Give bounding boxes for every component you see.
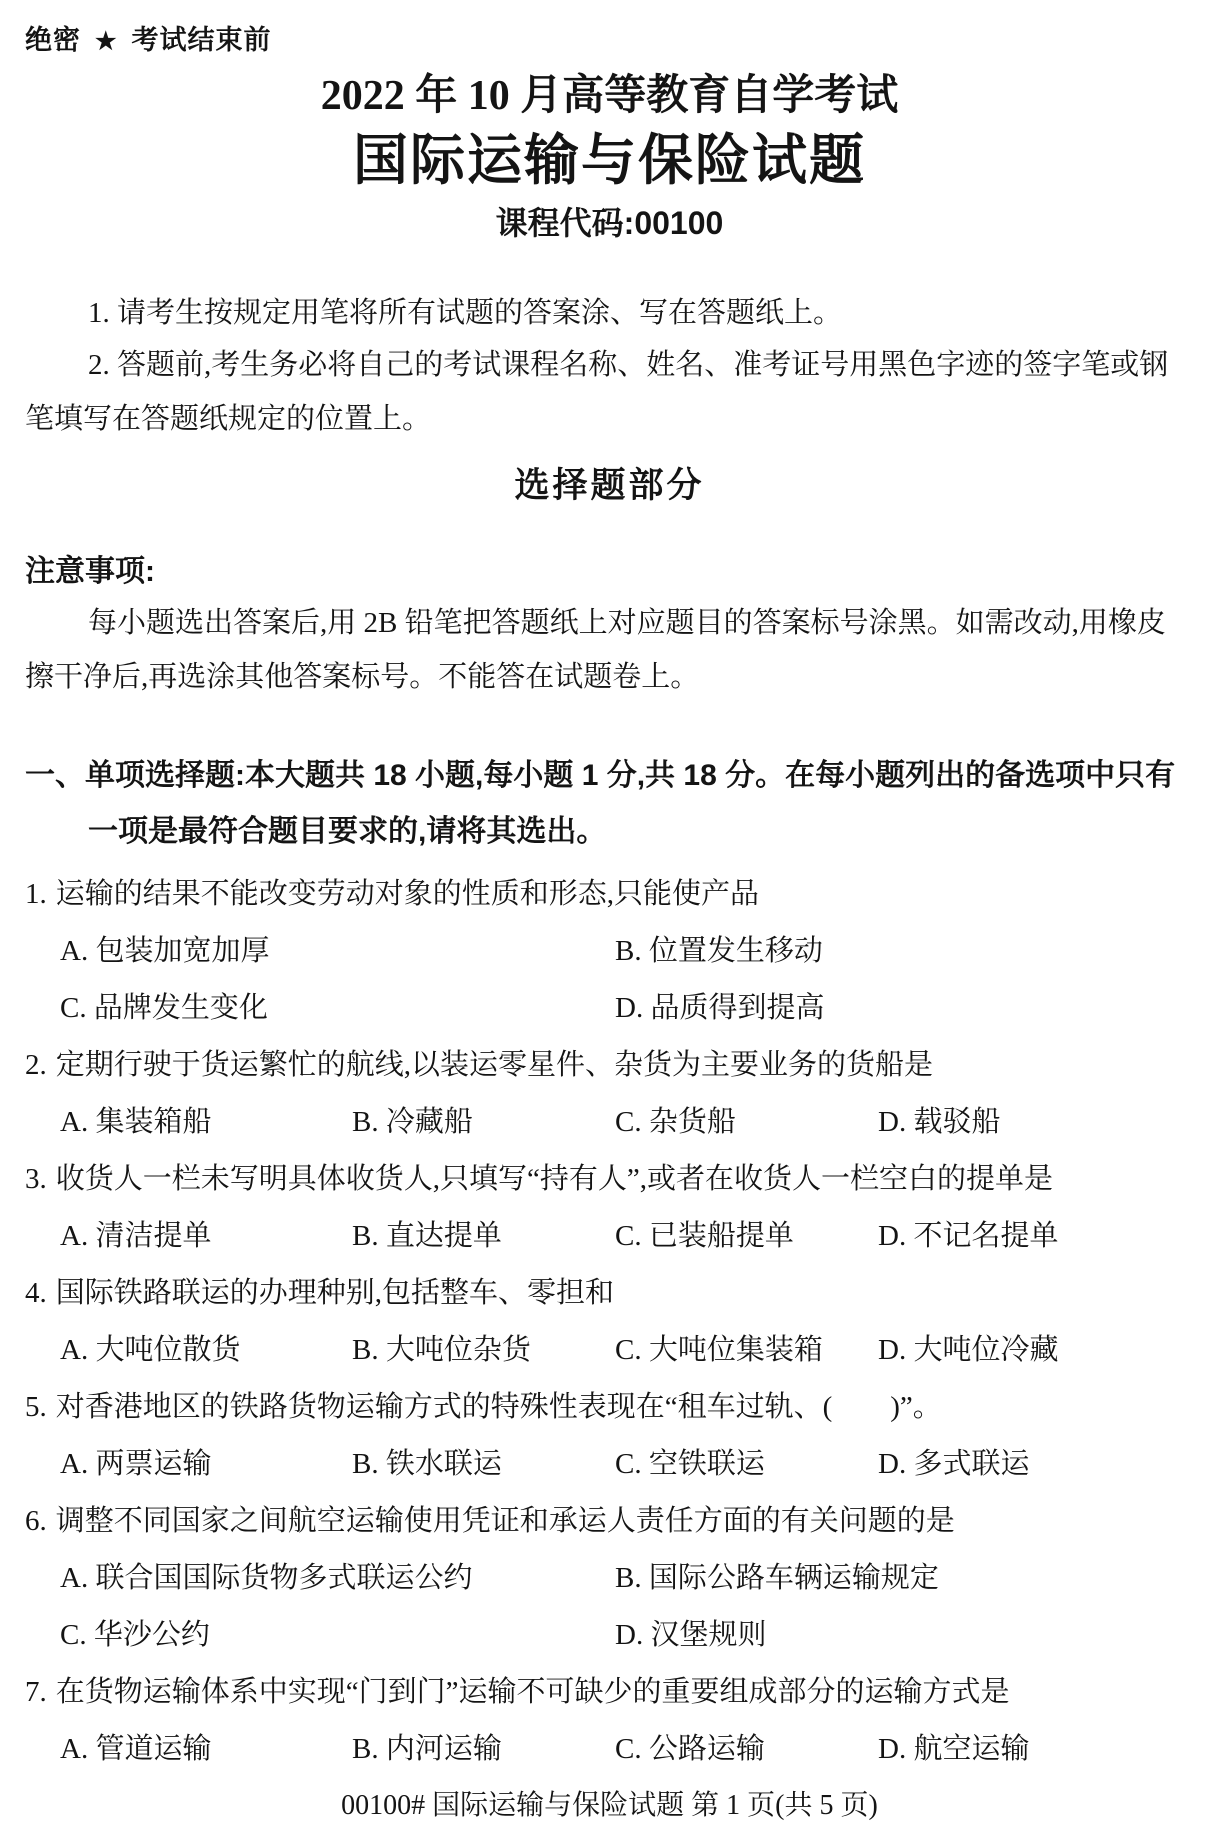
question-option: C. 品牌发生变化	[60, 992, 268, 1024]
question-option: D. 不记名提单	[878, 1220, 1059, 1252]
secrecy-prefix: 绝密	[25, 25, 81, 55]
exam-session-title: 2022 年 10 月高等教育自学考试	[320, 73, 899, 119]
question-option: B. 国际公路车辆运输规定	[615, 1562, 939, 1594]
question-5-options-row	[25, 1436, 1194, 1493]
question-number: 2.	[25, 1049, 47, 1081]
question-option: D. 大吨位冷藏	[878, 1334, 1059, 1366]
question-option: B. 位置发生移动	[615, 935, 823, 967]
question-option: A. 联合国国际货物多式联运公约	[60, 1562, 473, 1594]
section-one-heading: 一、单项选择题:本大题共 18 小题,每小题 1 分,共 18 分。在每小题列出的备选项中只有一项是最符合题目要求的,请将其选出。	[25, 759, 1176, 848]
question-option: C. 已装船提单	[615, 1220, 794, 1252]
question-2-stem-line	[25, 1037, 1194, 1094]
question-option: A. 管道运输	[60, 1733, 212, 1765]
question-7-stem-line	[25, 1664, 1194, 1721]
question-stem: 收货人一栏未写明具体收货人,只填写“持有人”,或者在收货人一栏空白的提单是	[55, 1163, 1053, 1195]
general-instruction-2: 2. 答题前,考生务必将自己的考试课程名称、姓名、准考证号用黑色字迹的签字笔或钢笔填写在答题纸规定的位置上。	[25, 349, 1169, 435]
notice-body: 每小题选出答案后,用 2B 铅笔把答题纸上对应题目的答案标号涂黑。如需改动,用橡皮擦干净后,再选涂其他答案标号。不能答在试题卷上。	[25, 607, 1166, 693]
paper-title: 国际运输与保险试题	[352, 129, 866, 191]
question-1-options-row-2	[25, 980, 1194, 1037]
question-option: C. 杂货船	[615, 1106, 736, 1138]
question-5-stem-line	[25, 1379, 1194, 1436]
question-stem: 定期行驶于货运繁忙的航线,以装运零星件、杂货为主要业务的货船是	[55, 1049, 934, 1081]
question-option: A. 包装加宽加厚	[60, 935, 270, 967]
question-stem: 运输的结果不能改变劳动对象的性质和形态,只能使产品	[55, 878, 760, 910]
question-option: A. 集装箱船	[60, 1106, 212, 1138]
question-option: C. 公路运输	[615, 1733, 765, 1765]
question-1-stem-line	[25, 866, 1194, 923]
question-6-stem-line	[25, 1493, 1194, 1550]
selection-part-heading: 选择题部分	[514, 466, 705, 505]
star-icon: ★	[95, 28, 118, 55]
question-3-options-row	[25, 1208, 1194, 1265]
questions-list	[25, 866, 1194, 1778]
question-option: A. 两票运输	[60, 1448, 212, 1480]
question-option: D. 汉堡规则	[615, 1619, 767, 1651]
secrecy-suffix: 考试结束前	[131, 25, 272, 55]
question-option: B. 大吨位杂货	[352, 1334, 531, 1366]
question-stem: 在货物运输体系中实现“门到门”运输不可缺少的重要组成部分的运输方式是	[55, 1676, 1010, 1708]
question-stem: 对香港地区的铁路货物运输方式的特殊性表现在“租车过轨、( )”。	[55, 1391, 942, 1423]
secrecy-label	[25, 18, 272, 57]
question-number: 6.	[25, 1505, 47, 1537]
question-option: B. 冷藏船	[352, 1106, 473, 1138]
question-1-options-row-1	[25, 923, 1194, 980]
question-option: D. 航空运输	[878, 1733, 1030, 1765]
question-option: C. 华沙公约	[60, 1619, 210, 1651]
general-instruction-1: 1. 请考生按规定用笔将所有试题的答案涂、写在答题纸上。	[88, 297, 843, 329]
question-option: B. 直达提单	[352, 1220, 502, 1252]
question-option: A. 清洁提单	[60, 1220, 212, 1252]
question-option: D. 品质得到提高	[615, 992, 825, 1024]
question-option: D. 多式联运	[878, 1448, 1030, 1480]
question-2-options-row	[25, 1094, 1194, 1151]
course-code: 课程代码:00100	[495, 205, 724, 241]
page-footer: 00100# 国际运输与保险试题 第 1 页(共 5 页)	[341, 1790, 878, 1821]
question-option: C. 空铁联运	[615, 1448, 765, 1480]
question-number: 4.	[25, 1277, 47, 1309]
notice-title: 注意事项:	[25, 555, 155, 588]
question-7-options-row	[25, 1721, 1194, 1778]
question-number: 7.	[25, 1676, 47, 1708]
question-option: A. 大吨位散货	[60, 1334, 241, 1366]
question-stem: 调整不同国家之间航空运输使用凭证和承运人责任方面的有关问题的是	[55, 1505, 955, 1537]
question-option: B. 铁水联运	[352, 1448, 502, 1480]
question-3-stem-line	[25, 1151, 1194, 1208]
question-number: 5.	[25, 1391, 47, 1423]
question-option: D. 载驳船	[878, 1106, 1001, 1138]
question-6-options-row-2	[25, 1607, 1194, 1664]
question-4-stem-line	[25, 1265, 1194, 1322]
question-6-options-row-1	[25, 1550, 1194, 1607]
question-option: C. 大吨位集装箱	[615, 1334, 823, 1366]
question-option: B. 内河运输	[352, 1733, 502, 1765]
question-stem: 国际铁路联运的办理种别,包括整车、零担和	[55, 1277, 615, 1309]
question-number: 3.	[25, 1163, 47, 1195]
question-4-options-row	[25, 1322, 1194, 1379]
question-number: 1.	[25, 878, 47, 910]
